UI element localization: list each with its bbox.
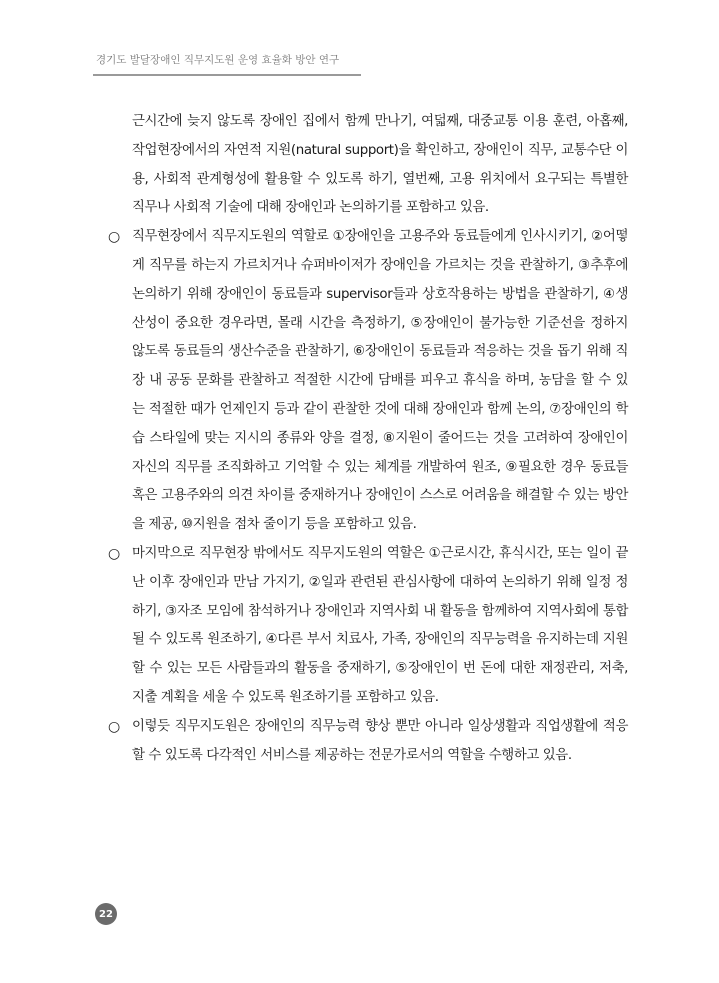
running-header: 경기도 발달장애인 직무지도원 운영 효율화 방안 연구 [96, 54, 340, 66]
body-text [108, 108, 628, 770]
header-divider [93, 74, 361, 76]
circle-bullet-icon: ○ [108, 718, 120, 735]
paragraph-text: 이렇듯 직무지도원은 장애인의 직무능력 향상 뿐만 아니라 일상생활과 직업생활에 적응할 수 있도록 다각적인 서비스를 제공하는 전문가로서의 역할을 수행하고 있음. [132, 718, 628, 763]
paragraph-text: 마지막으로 직무현장 밖에서도 직무지도원의 역할은 ①근로시간, 휴식시간, 또는 일이 끝난 이후 장애인과 만남 가지기, ②일과 관련된 관심사항에 대하여 논의하기 위해 일정 정하기, ③자조 모임에 참석하거나 장애인과 지역사회 내 활동을 함께하여 지역사회에 통합될 수 있도록 원조하기, ④다른 부서 치료사, 가족, 장애인의 직무능력을 유지하는데 지원할 수 있는 모든 사람들과의 활동을 중재하기, ⑤장애인이 번 돈에 대한 재정관리, 저축, 지출 계획을 세울 수 있도록 원조하기를 포함하고 있음. [132, 545, 628, 705]
paragraph-continuation [108, 108, 628, 223]
bullet-paragraph [108, 540, 628, 713]
paragraph-text: 직무현장에서 직무지도원의 역할로 ①장애인을 고용주와 동료들에게 인사시키기, ②어떻게 직무를 하는지 가르치거나 슈퍼바이저가 장애인을 가르치는 것을 관찰하기, ③추후에 논의하기 위해 장애인이 동료들과 supervisor들과 상호작용하는 방법을 관찰하기, ④생산성이 중요한 경우라면, 몰래 시간을 측정하기, ⑤장애인이 불가능한 기준선을 정하지 않도록 동료들의 생산수준을 관찰하기, ⑥장애인이 동료들과 적응하는 것을 돕기 위해 직장 내 공동 문화를 관찰하고 적절한 시간에 담배를 피우고 휴식을 하며, 농담을 할 수 있는 적절한 때가 언제인지 등과 같이 관찰한 것에 대해 장애인과 함께 논의, ⑦장애인의 학습 스타일에 맞는 지시의 종류와 양을 결정, ⑧지원이 줄어드는 것을 고려하여 장애인이 자신의 직무를 조직화하고 기억할 수 있는 체계를 개발하여 원조, ⑨필요한 경우 동료들 혹은 고용주와의 의견 차이를 중재하거나 장애인이 스스로 어려움을 해결할 수 있는 방안을 제공, ⑩지원을 점차 줄이기 등을 포함하고 있음. [132, 229, 628, 533]
circle-bullet-icon: ○ [108, 229, 120, 246]
circle-bullet-icon: ○ [108, 545, 120, 562]
paragraph-text: 근시간에 늦지 않도록 장애인 집에서 함께 만나기, 여덟째, 대중교통 이용 훈련, 아홉째, 작업현장에서의 자연적 지원(natural support)을 확인하고, 장애인이 직무, 교통수단 이용, 사회적 관계형성에 활용할 수 있도록 하기, 열번째, 고용 위치에서 요구되는 특별한 직무나 사회적 기술에 대해 장애인과 논의하기를 포함하고 있음. [132, 114, 628, 216]
bullet-paragraph [108, 223, 628, 540]
page-number-badge: 22 [95, 903, 117, 925]
bullet-paragraph [108, 713, 628, 771]
